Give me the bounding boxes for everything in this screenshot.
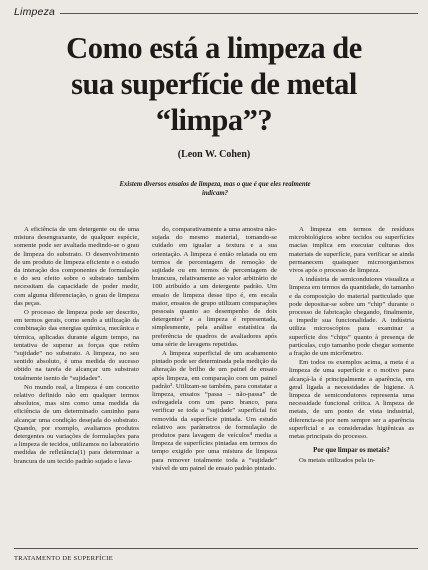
article-title — [0, 30, 428, 138]
section-label: Limpeza — [14, 6, 56, 18]
paragraph: A limpeza superficial de um acabamento pintado pode ser determinada pela medição da alteração de brilho de um painel de ensaio após limpeza, em comparação com um painel padrão³. Utilizam-se também, para constatar a limpeza, ensaios “passa – não-passa” de esfregadela com um pano branco, para verificar se toda a “sujidade” superficial foi removida da superfície pintada. Um estudo relativo aos parâmetros de formulação de produtos para lavagem de veículos⁴ media a limpeza de superfícies pintadas em termos do tempo exigido por uma mistura de limpeza para remover totalmente toda a “sujidade” visível de um painel de ensaio padrão pintado. — [152, 350, 277, 472]
paragraph: A indústria de semicondutores visualiza a limpeza em termos da quantidade, do tamanho e da composição do material particulado que pode depositar-se sobre um “chip” durante o processo de fabricação chegando, finalmente, a impedir sua funcionalidade. A indústria utiliza microscópios para examinar a superfície dos “chips” quanto à presença de partículas, cujo tamanho pode chegar somente a fração de um micrômetro. — [289, 276, 414, 358]
title-line: “limpa”? — [155, 103, 273, 137]
title-line: Como está a limpeza de — [66, 31, 362, 65]
paragraph: O processo de limpeza pode ser descrito, em termos gerais, como sendo a utilização da combinação das energias química, mecânica e térmica, aplicadas durante algum tempo, na tentativa de superar as forças que retêm “sujidade” no substrato. A limpeza, no seu sentido absoluto, é uma medida do sucesso obtido na tarefa de alcançar um substrato totalmente isento de “sujidades”. — [14, 309, 139, 382]
header-rule — [60, 13, 418, 14]
article-lead — [110, 180, 320, 198]
lead-line: indicam? — [201, 190, 229, 197]
lead-line: Existem diversos ensaios de limpeza, mas o que é que eles realmente — [119, 181, 311, 188]
footer-rule — [14, 548, 418, 549]
paragraph: Os metais utilizados pela in- — [299, 457, 376, 465]
paragraph: do, comparativamente a uma amostra não-sujada do mesmo material, tomando-se cuidado em igualar a textura e a sua orientação. A limpeza é então relatada ou em termos de percentagem de remoção de sujidade ou em termos de percentagem de brancura, relativamente ao valor arbitrário de 100 atribuído a um detergente padrão. Um ensaio de limpeza desse tipo é, em escala maior, ensaios de grupo utilizam comparações pessoais quanto ao desempenho de dois detergentes² e a limpeza é representada, simplesmente, pela análise estatística da preferência de quadros de avaliadores após uma série de lavagens repetidas. — [152, 226, 277, 348]
text-column-1 — [14, 226, 139, 467]
section-subhead: Por que limpar os metais? — [313, 447, 390, 455]
article-author: (Leon W. Cohen) — [177, 149, 251, 160]
footer-text: TRATAMENTO DE SUPERFÍCIE — [14, 555, 114, 562]
text-column-3 — [289, 226, 414, 467]
text-column-2 — [152, 226, 277, 474]
paragraph: A eficiência de um detergente ou de uma mistura desengraxante, de qualquer espécie, somente pode ser avaliada medindo-se o grau de limpeza do substrato. O desenvolvimento de um produto de limpeza eficiente e o estudo da interação dos componentes de formulação e do seu efeito sobre o substrato também necessitam da capacidade de poder medir, com alguma diferenciação, o grau de limpeza das peças. — [14, 226, 139, 307]
paragraph: No mundo real, a limpeza é um conceito relativo definido não em qualquer termos absolutos, mas sim como uma medida da eficiência de um determinado caminho para alcançar uma condição desejada do substrato. Quando, por exemplo, avaliamos produtos detergentes ou variações de formulações para a limpeza de tecidos, utilizamos no laboratório medidas de refletância(1) para determinar a brancura de um tecido padrão sujado e lava- — [14, 383, 139, 465]
paragraph: A limpeza em termos de resíduos microbiológicos sobre tecidos ou superfícies macias implica em executar culturas dos materiais de superfície, para verificar se ainda permanecem quaisquer microorganismos vivos após o processo de limpeza. — [289, 226, 414, 275]
title-line: sua superfície de metal — [71, 67, 357, 101]
paragraph: Em todos os exemplos acima, a meta é a limpeza de uma superfície e o motivo para alcançá-la é principalmente a aparência, em geral ligada a necessidades de higiene. A limpeza de semicondutores representa uma necessidade funcional crítica. A limpeza de metais, de um ponto de vista industrial, diferencia-se por nem sempre ser a aparência superficial e as consideradas higiênicas as metas principais do processo. — [289, 359, 414, 441]
